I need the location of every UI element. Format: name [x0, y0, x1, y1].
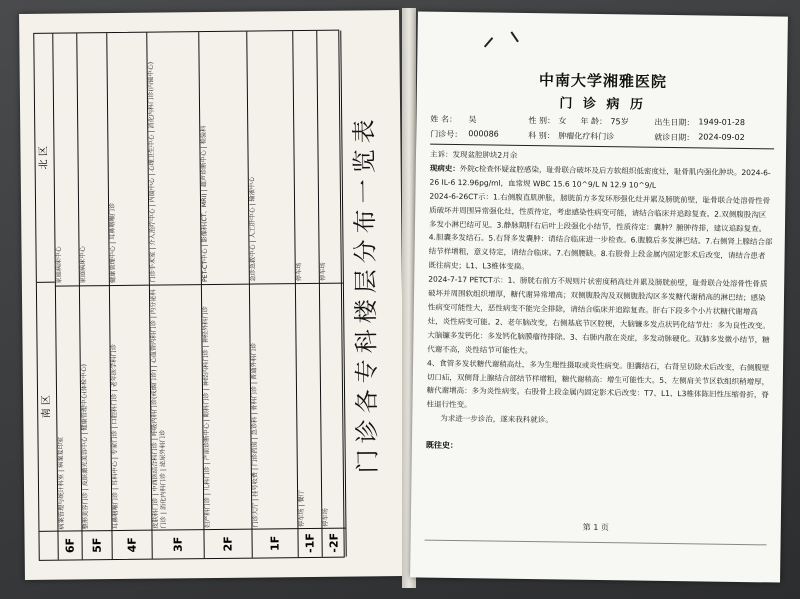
north-zone-depts: 家庭病床中心: [55, 246, 63, 284]
north-zone-depts: 门诊手术室 | 介入治疗中心 | 内镜中心 | 心理卫生中心 | 消化内科门诊(内镜中心): [147, 61, 157, 283]
floor-label: -1F: [297, 528, 321, 557]
south-zone-depts: 停车场: [319, 283, 346, 529]
floor-row: [146, 32, 205, 559]
north-zone-header: 北 区: [38, 146, 50, 170]
floor-row: [106, 33, 153, 559]
present-illness-label: 现病史：: [429, 163, 460, 173]
present-illness: 现病史：外院c检查怀疑盆腔感染，耻骨联合破坏及后方软组织低密度灶，耻骨肌内强化肿块。2024-6-26 IL-6 12.96pg/ml，血常规 WBC 15.6 10^9/L N 12.9 10^9/L: [429, 163, 771, 190]
floor-row: [316, 31, 347, 557]
record-body: [426, 148, 774, 431]
visit-date: 2024-09-02: [698, 132, 745, 143]
page-number: 第 1 页: [582, 522, 609, 533]
north-zone-depts: PET-CT中心 | 影像科(CT、MRI) | 超声诊断中心 | 检验科: [200, 125, 209, 283]
floor-label: -2F: [321, 528, 345, 557]
floor-rows: [52, 31, 343, 560]
north-zone-depts: 急诊急救中心 | 人工肝中心 | 输液中心: [248, 176, 257, 282]
past-history-label: 既往史：: [425, 440, 458, 451]
north-zone-depts: 停车场: [319, 262, 327, 281]
floor-row: [198, 32, 253, 558]
chief-complaint: 主诉：发现盆腔肿块2月余: [429, 149, 518, 160]
patient-name: 吴: [468, 115, 477, 125]
clinic-number: 000086: [468, 129, 499, 139]
ct-report: 2024-6-26CT示：1.右侧腹直肌肿胀，膀胱前方多发环形强化灶并累及膀胱前壁，耻骨联合处溶骨性骨质破坏并周围异常强化灶，性质待定，考虑感染性病变可能，请结合临床并追踪复查。2.双侧腹股沟区多发小淋巴结可见。3.静脉期肝右后叶上段强化小结节，性质待定：囊肿？腑肿待排，建议追踪复查。4.胆囊多发结石。5.右肾多发囊肿：请结合临床进一步检查。6.腹膜后多发淋巴结。7.右侧肾上腺结合部结节样增粗，意义待定，请结合临床。7.右侧腰缺。8.右股骨上段金属内固定影术后改变，请结合患者既往病史；L1、L3椎体变扁。: [428, 191, 773, 272]
floor-label: 4F: [111, 530, 151, 559]
patient-age: 75岁: [610, 117, 629, 127]
open-booklet: [22, 8, 782, 588]
patient-info-row-1: 姓 名： 吴 性 别： 女 年 龄： 75岁 出生日期： 1949-01-28: [430, 114, 746, 128]
floor-label: 3F: [151, 529, 203, 559]
floor-directory-rotated: [31, 23, 393, 567]
patient-info-row-2: 门诊号： 000086 科 别： 肿瘤化疗科门诊 就诊日期： 2024-09-02: [430, 129, 745, 143]
north-zone-depts: 健康管理中心 | 耳鼻咽喉门诊: [109, 202, 117, 284]
south-zone-depts: 停车场 | 餐厅: [295, 283, 322, 529]
patient-sex: 女: [558, 116, 567, 126]
record-title: 门 诊 病 历: [559, 96, 647, 113]
south-zone-depts: 皮肤科门诊 | 中西医结合科门诊 | 呼吸内科门诊(戒烟门诊) | 心血管内科门诊 | 内分泌科门诊 | 消化内科门诊 | 泌尿外科门诊: [149, 284, 204, 531]
left-page-floor-directory: [19, 10, 405, 580]
department: 肿瘤化疗科门诊: [558, 131, 615, 142]
floor-label: 5F: [81, 530, 111, 559]
south-zone-depts: 病案管理与统计科室 | 病案复印室: [55, 285, 82, 531]
patient-birth-date: 1949-01-28: [698, 117, 746, 128]
right-page-medical-record: [410, 11, 788, 582]
south-zone-header: 南 区: [37, 282, 58, 531]
north-zone-depts: 停车场: [295, 262, 303, 282]
north-zone-depts: 家庭病床中心: [79, 246, 87, 284]
south-zone-depts: 耳鼻咽喉门诊 | 耳科中心 | 专家门诊 | 口腔科门诊 | 老年医学科门诊: [109, 285, 152, 531]
petct-report-cont: 4、食管多发状糖代谢稍高灶，多为生理性摄取或炎性病变。胆囊结石，右肾呈切除术后改变，右侧腹壁切口疝，双侧肾上腺结合部结节样增粗，糖代谢稍高：增生可能性大。5、左侧肩关节区软组织稍增厚，糖代谢增高：多为炎性病变。右股骨上段金属内固定影术后改变：T7、L1、L3椎体陈旧性压缩骨折，脊柱退行性变。: [426, 358, 770, 410]
record-content: [426, 22, 776, 456]
south-zone-depts: 整形美容门诊 | 皮肤激光美容中心 | 健康管理中心(体检中心): [79, 285, 112, 531]
petct-report: 2024-7-17 PETCT示：1、膀胱右前方不规则片状密度稍高灶并累及膀胱前壁，耻骨联合处溶骨性骨质破坏并周围软组织增厚，糖代谢异常增高；双侧腹股沟及双侧腹股沟区多发糖代谢稍高的淋巴结；感染性病变可能性大，恶性病变不能完全排除，请结合临床并追踪复查。肝右下段多个小片状糖代谢增高灶，炎性病变可能。2、老年脑改变，右侧基底节区腔梗，大脑镰多发点状钙化结节灶：多为良性改变。大脑镰多发钙化：多发钙化脑膜瘤待排除。3、右肺内散在炎症，多发动脉硬化。双肺多发微小结节，糖代谢不高，炎性结节可能性大。: [427, 274, 770, 355]
south-zone-depts: 妇产科门诊 | 儿科门诊 | 产前诊断中心 | 眼科门诊 | 神经内科门诊 | 神经外科门诊: [201, 284, 252, 530]
visit-reason: 为求进一步诊治，遂来我科就诊。: [440, 414, 553, 425]
footer-rule: [425, 540, 767, 546]
floor-directory-title: 门诊各专科楼层分布一览表: [350, 113, 382, 474]
floor-label: 1F: [251, 528, 297, 557]
floor-row: [246, 31, 299, 557]
floor-label: 6F: [57, 530, 81, 559]
floor-directory-table: [33, 30, 345, 561]
south-zone-depts: 门诊大厅 | 挂号收费 | 门诊药房 | 急诊科 | 骨科门诊 | 普通外科门诊: [249, 283, 298, 529]
floor-label: 2F: [203, 529, 251, 559]
hospital-name: 中南大学湘雅医院: [538, 71, 668, 91]
